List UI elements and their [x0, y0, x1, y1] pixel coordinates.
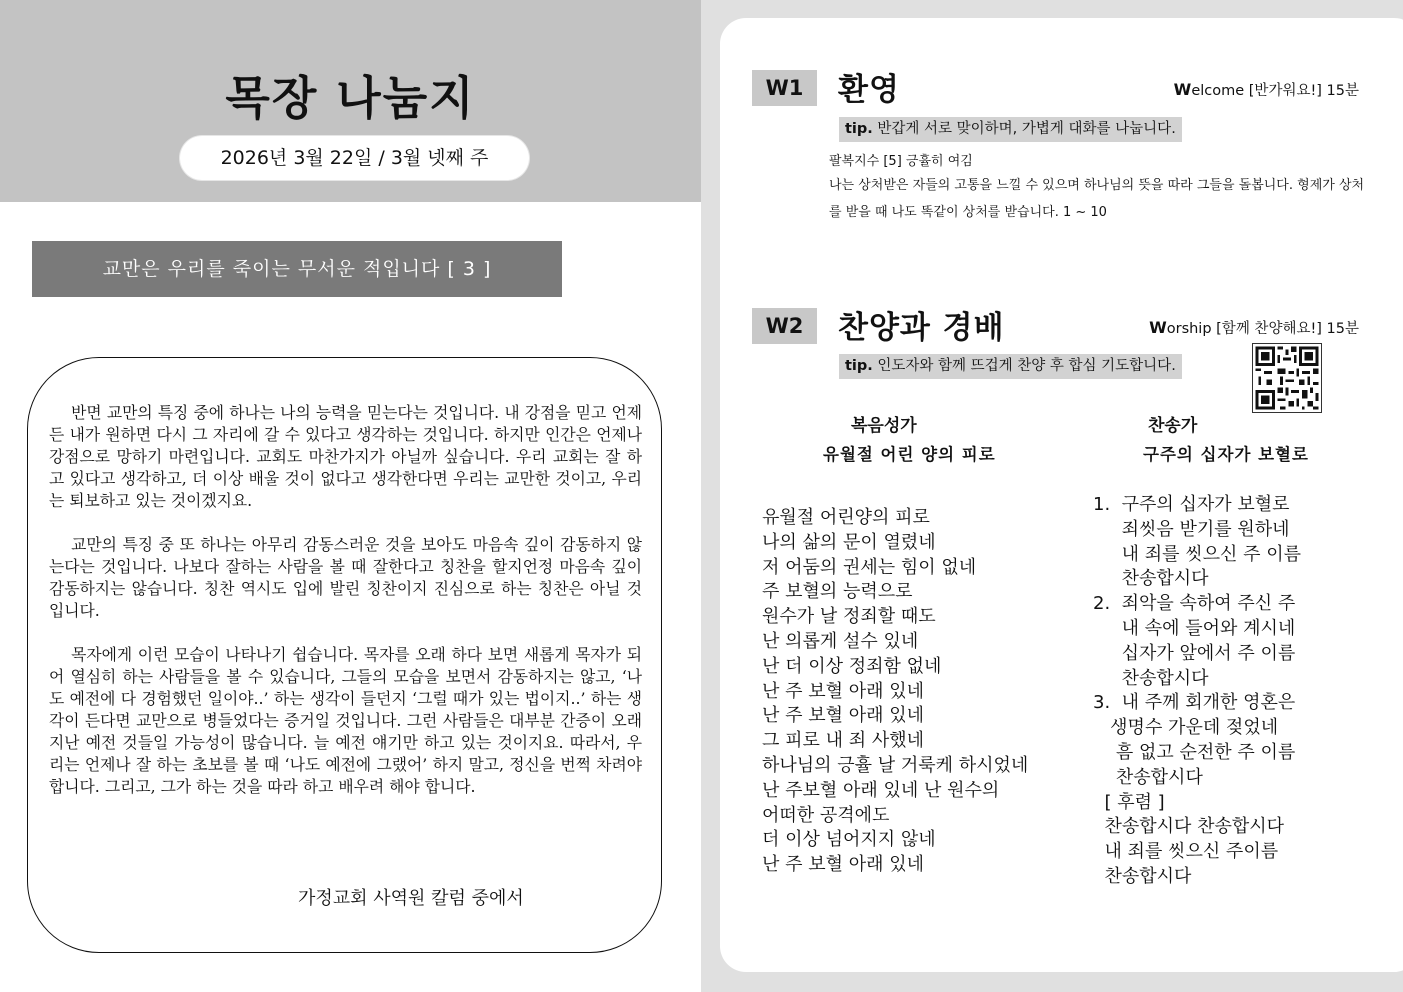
w2-subtitle-rest: orship [함께 찬양해요!] 15분: [1166, 321, 1359, 337]
qr-code-icon[interactable]: [1252, 343, 1322, 413]
w1-subtitle-initial: W: [1173, 80, 1192, 99]
essay-source: 가정교회 사역원 칼럼 중에서: [298, 888, 524, 909]
song1-title: 유월절 어린 양의 피로: [823, 445, 996, 464]
tip-label: tip.: [845, 358, 873, 374]
w2-badge: W2: [752, 308, 817, 344]
w1-badge: W1: [752, 70, 817, 106]
page-title: 목장 나눔지: [225, 71, 476, 125]
essay-paragraph: 반면 교만의 특징 중에 하나는 나의 능력을 믿는다는 것입니다. 내 강점을 믿고 언제든 내가 원하면 다시 그 자리에 갈 수 있다고 생각하는 것입니다. 하지만 인간은 언제나 강점으로 망하기 마련입니다. 교회도 마찬가지가 아닐까 싶습니다. 우리 교회는 잘 하고 있다고 생각하고, 더 이상 배울 것이 없다고 생각한다면 우리는 교만한 것이고, 우리는 퇴보하고 있는 것이겠지요.: [49, 403, 642, 510]
tip-label: tip.: [845, 121, 873, 137]
tip-text: 인도자와 함께 뜨겁게 찬양 후 합심 기도합니다.: [872, 358, 1176, 374]
verse-reference: 팔복지수 [5] 긍휼히 여김: [829, 154, 973, 169]
w2-tip: [839, 354, 1182, 379]
w2-subtitle: [1149, 317, 1359, 338]
song2-title: 구주의 십자가 보혈로: [1143, 445, 1309, 464]
w1-subtitle-rest: elcome [반가워요!] 15분: [1191, 83, 1359, 99]
w2-subtitle-initial: W: [1149, 318, 1167, 337]
topic-banner: 교만은 우리를 죽이는 무서운 적입니다 [ 3 ]: [32, 241, 562, 297]
essay-paragraph: 목자에게 이런 모습이 나타나기 쉽습니다. 목자를 오래 하다 보면 새롭게 목자가 되어 열심히 하는 사람들을 볼 수 있습니다, 그들의 모습을 보면서 감동하지는 않고, ‘나도 예전에 다 경험했던 일이야..’ 하는 생각이 들던지 ‘그럴 때가 있는 법이지..’ 하는 생각이 든다면 교만으로 병들었다는 증거일 것입니다. 그런 사람들은 대부분 간증이 오래 지난 예전 것들일 가능성이 많습니다. 늘 예전 얘기만 하고 있는 것이지요. 따라서, 우리는 언제나 잘 하는 초보를 볼 때 ‘나도 예전에 그랬어’ 하지 말고, 정신을 번쩍 차려야 합니다. 그리고, 그가 하는 것을 따라 하고 배우려 해야 합니다.: [49, 645, 642, 796]
song2-lyrics: 1. 구주의 십자가 보혈로 죄씻음 받기를 원하네 내 죄를 씻으신 주 이름 찬송합시다 2. 죄악을 속하여 주신 주 내 속에 들어와 계시네 십자가 앞에서 주 이름 찬송합시다 3. 내 주께 회개한 영혼은 생명수 가운데 젖었네 흠 없고 순전한 주 이름 찬송합시다 [ 후렴 ] 찬송합시다 찬송합시다 내 죄를 씻으신 주이름 찬송합시다: [1093, 494, 1301, 887]
tip-text: 반갑게 서로 맞이하며, 가볍게 대화를 나눕니다.: [872, 121, 1176, 137]
essay-paragraph: 교만의 특징 중 또 하나는 아무리 감동스러운 것을 보아도 마음속 깊이 감동하지 않는다는 것입니다. 나보다 잘하는 사람을 볼 때 잘한다고 칭찬을 할지언정 마음속 깊이 감동하지는 않습니다. 칭찬 역시도 입에 발린 칭찬이지 진심으로 하는 칭찬은 아닐 것입니다.: [49, 535, 642, 620]
w2-title: 찬양과 경배: [838, 310, 1005, 346]
date-pill: 2026년 3월 22일 / 3월 넷째 주: [180, 136, 529, 180]
song1-lyrics: 유월절 어린양의 피로 나의 삶의 문이 열렸네 저 어둠의 권세는 힘이 없네 주 보혈의 능력으로 원수가 날 정죄할 때도 난 의롭게 설수 있네 난 더 이상 정죄함 없네 난 주 보혈 아래 있네 난 주 보혈 아래 있네 그 피로 내 죄 사했네 하나님의 긍휼 날 거룩케 하시었네 난 주보혈 아래 있네 난 원수의 어떠한 공격에도 더 이상 넘어지지 않네 난 주 보혈 아래 있네: [762, 507, 1029, 876]
w1-title: 환영: [838, 72, 900, 108]
song1-label: 복음성가: [851, 416, 917, 436]
left-page: [0, 0, 701, 992]
song2-label: 찬송가: [1148, 416, 1198, 436]
w1-tip: [839, 117, 1182, 142]
verse-text: 나는 상처받은 자들의 고통을 느낄 수 있으며 하나님의 뜻을 따라 그들을 돌봅니다. 형제가 상처를 받을 때 나도 똑같이 상처를 받습니다. 1 ~ 10: [829, 178, 1365, 220]
w1-subtitle: [1174, 79, 1359, 100]
essay-text: [49, 402, 642, 798]
